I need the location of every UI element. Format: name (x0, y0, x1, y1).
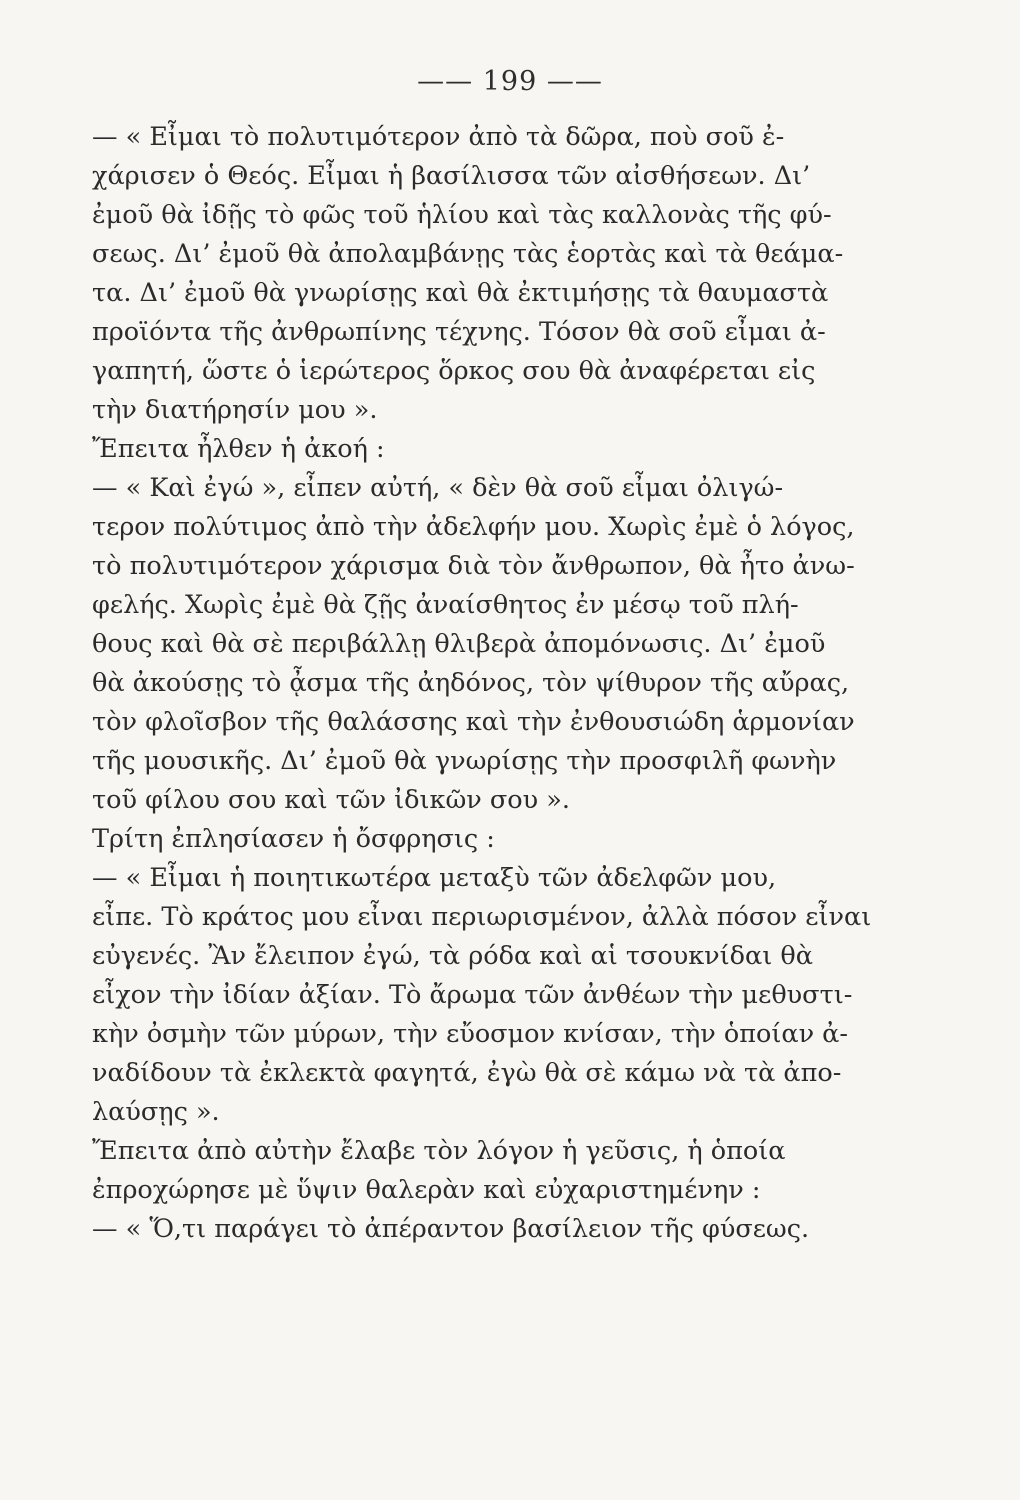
text-line: Ἔπειτα ἀπὸ αὐτὴν ἔλαβε τὸν λόγον ἡ γεῦσις, ἡ ὁποία (92, 1136, 786, 1166)
text-line: — « Καὶ ἐγώ », εἶπεν αὐτή, « δὲν θὰ σοῦ εἶμαι ὀλιγώ- (92, 473, 784, 503)
text-line: τὸν φλοῖσβον τῆς θαλάσσης καὶ τὴν ἐνθουσιώδη ἁρμονίαν (92, 707, 855, 737)
page-number: —— 199 —— (417, 66, 603, 97)
text-line: τὴν διατήρησίν μου ». (92, 395, 378, 425)
text-line: τα. Δι’ ἐμοῦ θὰ γνωρίσῃς καὶ θὰ ἐκτιμήσῃς τὰ θαυμαστὰ (92, 278, 829, 308)
text-line: τερον πολύτιμος ἀπὸ τὴν ἀδελφήν μου. Χωρὶς ἐμὲ ὁ λόγος, (92, 512, 855, 542)
text-line: θὰ ἀκούσῃς τὸ ᾆσμα τῆς ἀηδόνος, τὸν ψίθυρον τῆς αὔρας, (92, 668, 850, 698)
text-line: εἶπε. Τὸ κράτος μου εἶναι περιωρισμένον, ἀλλὰ πόσον εἶναι (92, 902, 872, 932)
text-line: εὐγενές. Ἂν ἔλειπον ἐγώ, τὰ ρόδα καὶ αἱ τσουκνίδαι θὰ (92, 941, 813, 971)
body-text (92, 118, 872, 1249)
text-line: εἶχον τὴν ἰδίαν ἀξίαν. Τὸ ἄρωμα τῶν ἀνθέων τὴν μεθυστι- (92, 980, 853, 1010)
text-line: φελής. Χωρὶς ἐμὲ θὰ ζῇς ἀναίσθητος ἐν μέσῳ τοῦ πλή- (92, 590, 799, 620)
text-line: ἐμοῦ θὰ ἰδῇς τὸ φῶς τοῦ ἡλίου καὶ τὰς καλλονὰς τῆς φύ- (92, 200, 832, 230)
text-line: Τρίτη ἐπλησίασεν ἡ ὄσφρησις : (92, 824, 495, 854)
text-line: τῆς μουσικῆς. Δι’ ἐμοῦ θὰ γνωρίσῃς τὴν προσφιλῆ φωνὴν (92, 746, 837, 776)
text-line: κὴν ὀσμὴν τῶν μύρων, τὴν εὔοσμον κνίσαν, τὴν ὁποίαν ἀ- (92, 1019, 849, 1049)
text-line: — « Εἶμαι τὸ πολυτιμότερον ἀπὸ τὰ δῶρα, ποὺ σοῦ ἐ- (92, 122, 785, 152)
text-line: Ἔπειτα ἦλθεν ἡ ἀκοή : (92, 434, 385, 464)
text-line: ναδίδουν τὰ ἐκλεκτὰ φαγητά, ἐγὼ θὰ σὲ κάμω νὰ τὰ ἀπο- (92, 1058, 842, 1088)
text-line: γαπητή, ὥστε ὁ ἱερώτερος ὅρκος σου θὰ ἀναφέρεται εἰς (92, 356, 816, 386)
text-line: θους καὶ θὰ σὲ περιβάλλῃ θλιβερὰ ἀπομόνωσις. Δι’ ἐμοῦ (92, 629, 826, 659)
text-line: ἐπροχώρησε μὲ ὕψιν θαλερὰν καὶ εὐχαριστημένην : (92, 1175, 761, 1205)
text-line: — « Εἶμαι ἡ ποιητικωτέρα μεταξὺ τῶν ἀδελφῶν μου, (92, 863, 777, 893)
text-line: τὸ πολυτιμότερον χάρισμα διὰ τὸν ἄνθρωπον, θὰ ἦτο ἀνω- (92, 551, 855, 581)
text-line: λαύσῃς ». (92, 1097, 220, 1127)
text-line: προϊόντα τῆς ἀνθρωπίνης τέχνης. Τόσον θὰ σοῦ εἶμαι ἀ- (92, 317, 826, 347)
text-line: χάρισεν ὁ Θεός. Εἶμαι ἡ βασίλισσα τῶν αἰσθήσεων. Δι’ (92, 161, 811, 191)
text-line: τοῦ φίλου σου καὶ τῶν ἰδικῶν σου ». (92, 785, 570, 815)
text-line: — « Ὅ,τι παράγει τὸ ἀπέραντον βασίλειον τῆς φύσεως. (92, 1214, 810, 1244)
text-line: σεως. Δι’ ἐμοῦ θὰ ἀπολαμβάνῃς τὰς ἑορτὰς καὶ τὰ θεάμα- (92, 239, 844, 269)
